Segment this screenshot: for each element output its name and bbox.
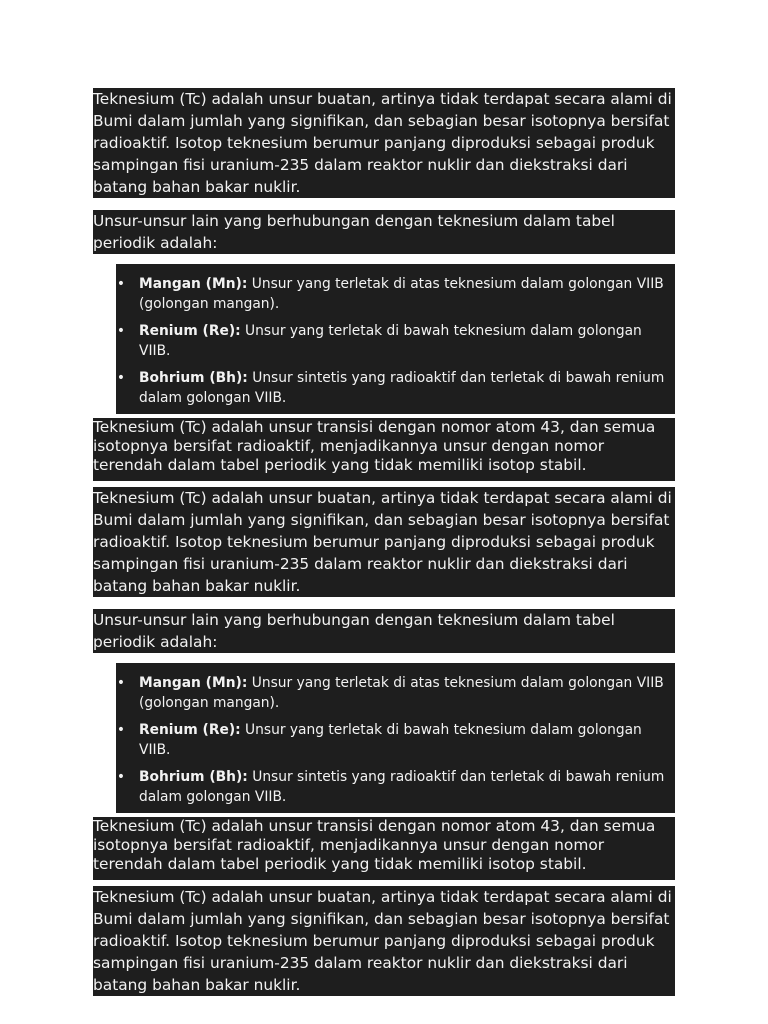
bullet-icon: • [116,769,126,785]
intro-paragraph: Teknesium (Tc) adalah unsur buatan, artinya tidak terdapat secara alami di Bumi dalam jumlah yang signifikan, dan sebagian besar isotopnya bersifat radioaktif. Isotop teknesium berumur panjang diproduksi sebagai produk sampingan fisi uranium-235 dalam reaktor nuklir dan diekstraksi dari batang bahan bakar nuklir. [93,487,675,597]
transition-paragraph: Teknesium (Tc) adalah unsur transisi dengan nomor atom 43, dan semua isotopnya bersifat radioaktif, menjadikannya unsur dengan nomor terendah dalam tabel periodik yang tidak memiliki isotop stabil. [93,817,675,880]
bullet-icon: • [116,722,126,738]
item-description: Unsur yang terletak di bawah teknesium dalam golongan VIIB. [139,722,642,758]
item-description: Unsur sintetis yang radioaktif dan terletak di bawah renium dalam golongan VIIB. [139,370,665,406]
list-item-mangan [116,274,675,314]
item-term: Renium (Re): [139,323,241,339]
content-block-1 [93,88,675,481]
list-item-renium [116,321,675,361]
document-body [93,88,675,994]
list-item-bohrium [116,767,675,807]
bullet-icon: • [116,323,126,339]
list-item-mangan [116,673,675,713]
content-block-3 [93,880,675,996]
item-term: Renium (Re): [139,722,241,738]
intro-paragraph: Teknesium (Tc) adalah unsur buatan, artinya tidak terdapat secara alami di Bumi dalam jumlah yang signifikan, dan sebagian besar isotopnya bersifat radioaktif. Isotop teknesium berumur panjang diproduksi sebagai produk sampingan fisi uranium-235 dalam reaktor nuklir dan diekstraksi dari batang bahan bakar nuklir. [93,886,675,996]
related-list-container [93,254,675,418]
item-term: Mangan (Mn): [139,276,248,292]
item-term: Bohrium (Bh): [139,769,248,785]
list-item-renium [116,720,675,760]
item-description: Unsur yang terletak di atas teknesium dalam golongan VIIB (golongan mangan). [139,675,664,711]
item-description: Unsur sintetis yang radioaktif dan terletak di bawah renium dalam golongan VIIB. [139,769,665,805]
related-elements-list [116,673,675,807]
item-term: Mangan (Mn): [139,675,248,691]
item-term: Bohrium (Bh): [139,370,248,386]
related-elements-list [116,274,675,408]
related-heading: Unsur-unsur lain yang berhubungan dengan teknesium dalam tabel periodik adalah: [93,210,675,254]
bullet-icon: • [116,370,126,386]
related-list-container [93,653,675,817]
item-description: Unsur yang terletak di bawah teknesium dalam golongan VIIB. [139,323,642,359]
content-block-2 [93,481,675,880]
bullet-icon: • [116,276,126,292]
bullet-icon: • [116,675,126,691]
related-list-panel [116,264,675,414]
intro-paragraph: Teknesium (Tc) adalah unsur buatan, artinya tidak terdapat secara alami di Bumi dalam jumlah yang signifikan, dan sebagian besar isotopnya bersifat radioaktif. Isotop teknesium berumur panjang diproduksi sebagai produk sampingan fisi uranium-235 dalam reaktor nuklir dan diekstraksi dari batang bahan bakar nuklir. [93,88,675,198]
list-item-bohrium [116,368,675,408]
transition-paragraph: Teknesium (Tc) adalah unsur transisi dengan nomor atom 43, dan semua isotopnya bersifat radioaktif, menjadikannya unsur dengan nomor terendah dalam tabel periodik yang tidak memiliki isotop stabil. [93,418,675,481]
related-heading: Unsur-unsur lain yang berhubungan dengan teknesium dalam tabel periodik adalah: [93,609,675,653]
related-list-panel [116,663,675,813]
item-description: Unsur yang terletak di atas teknesium dalam golongan VIIB (golongan mangan). [139,276,664,312]
